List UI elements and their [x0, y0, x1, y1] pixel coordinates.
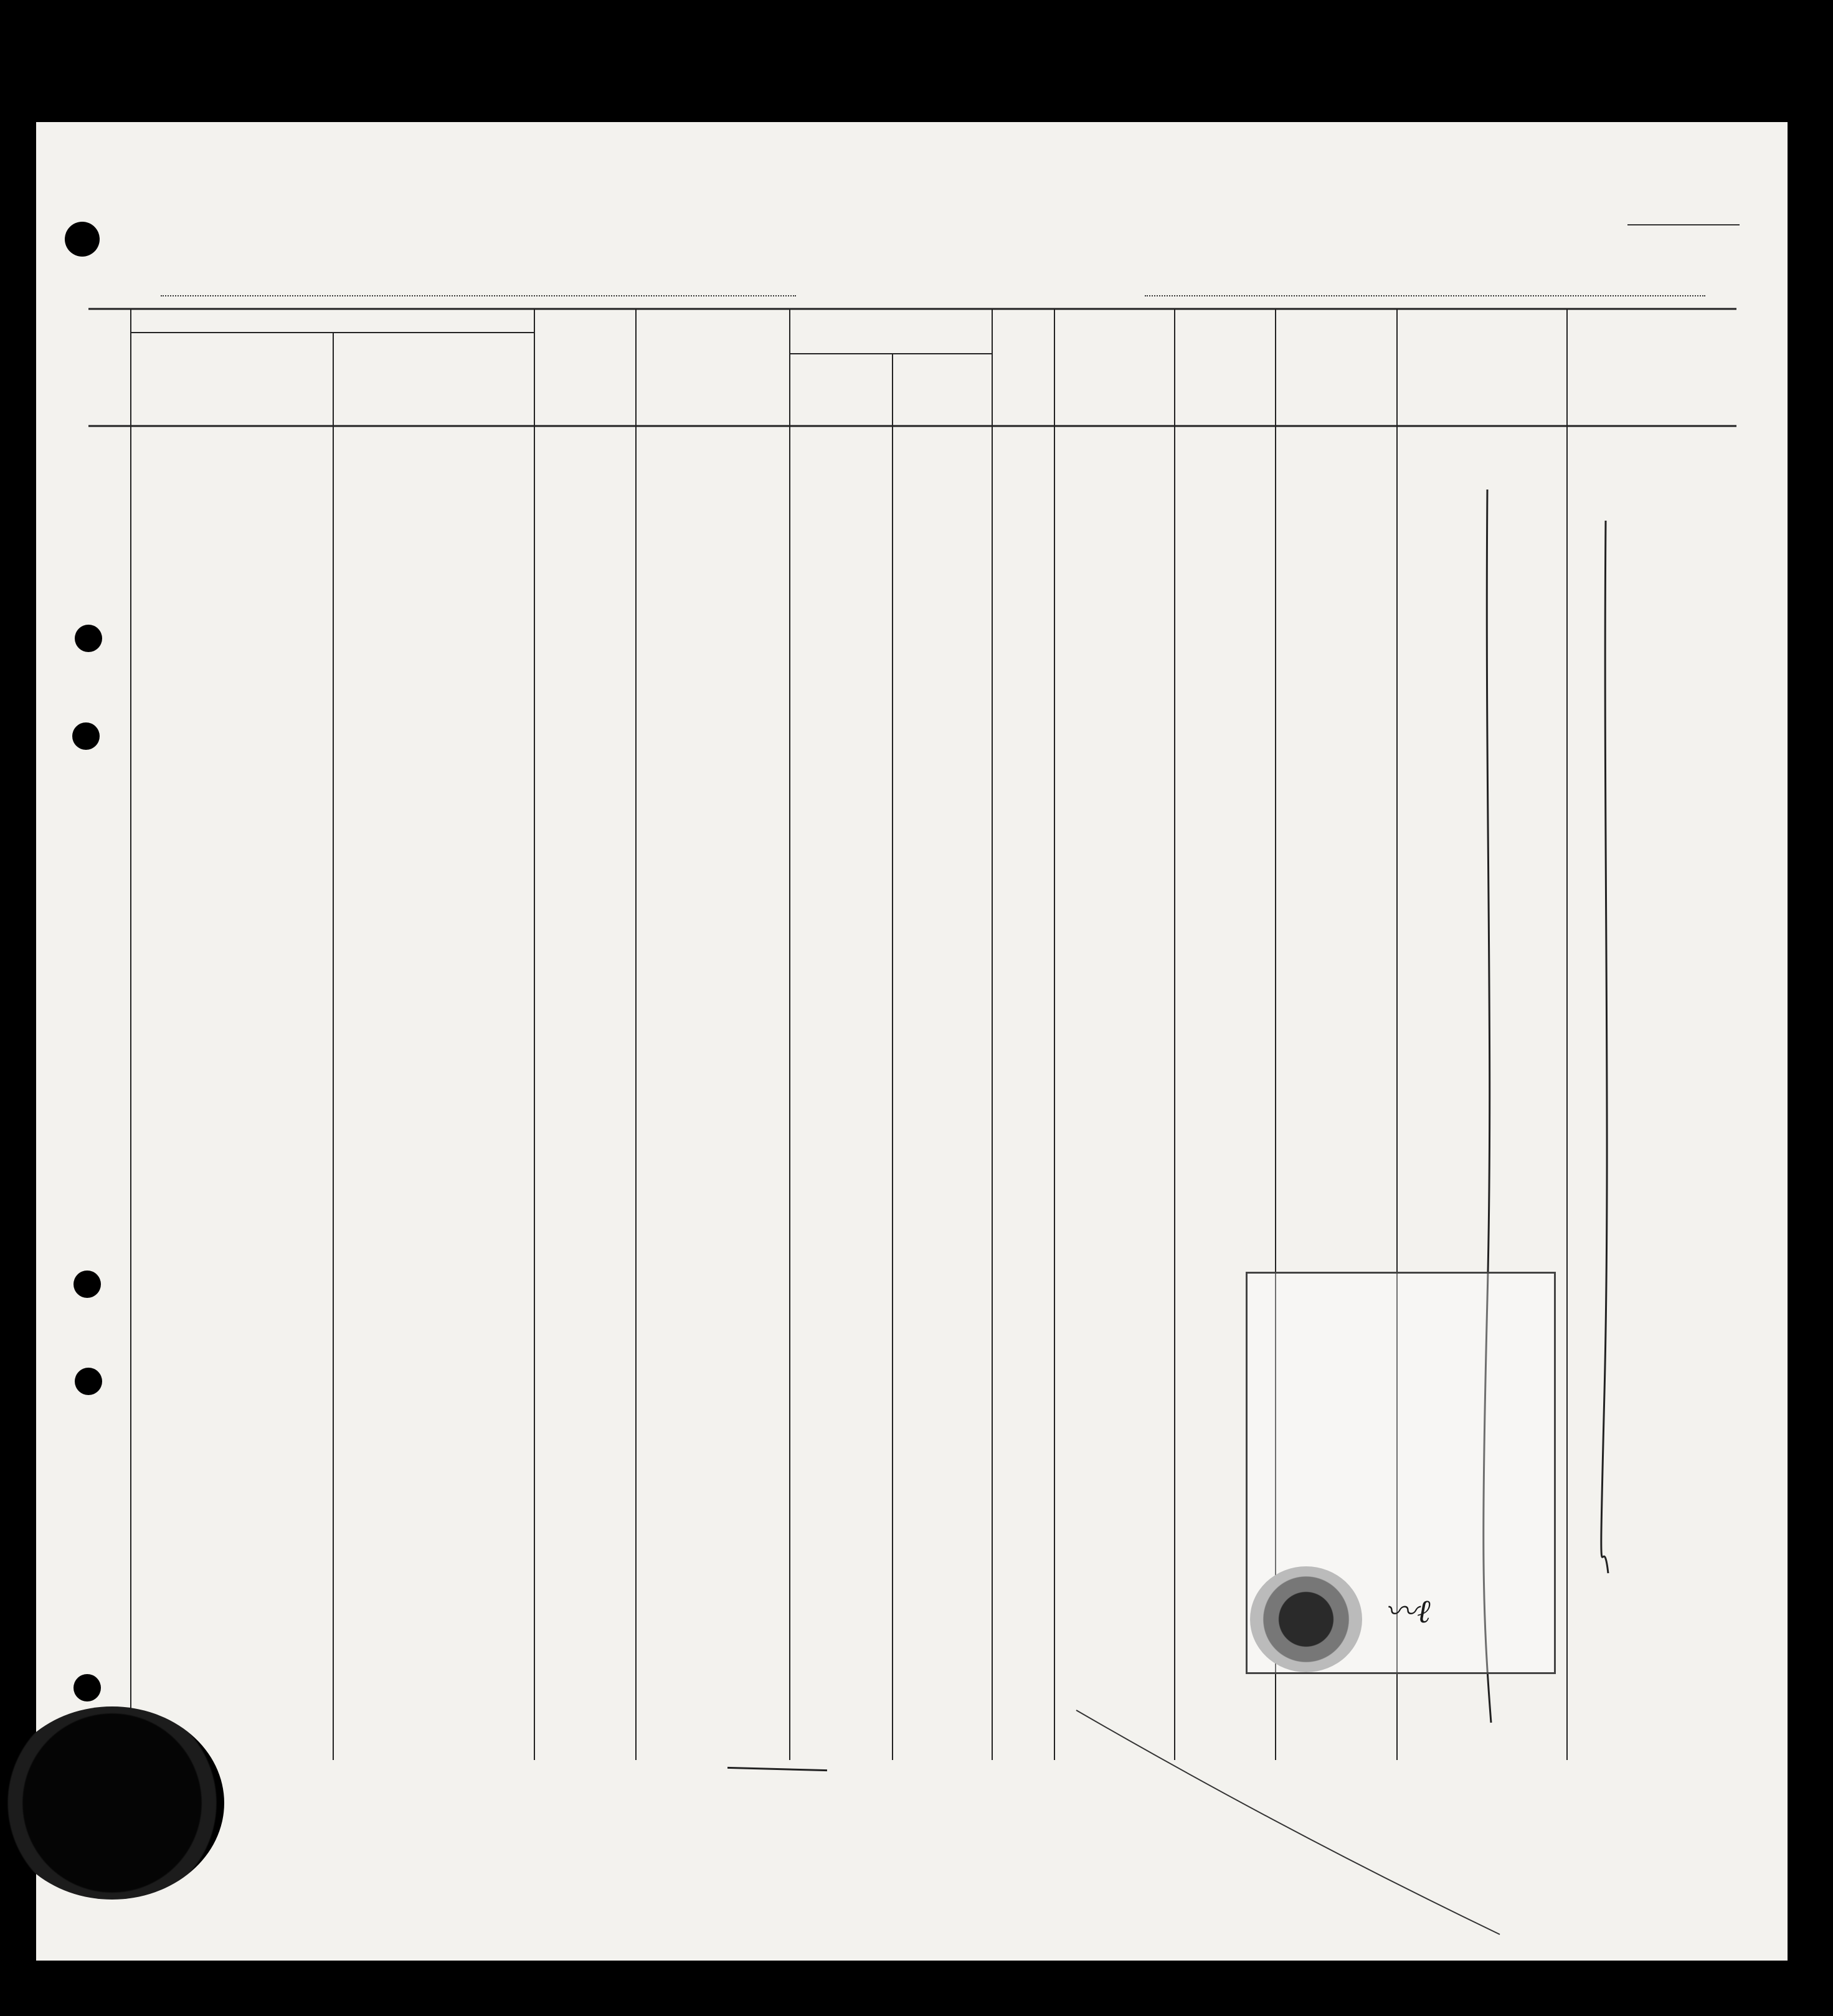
col-header-country	[1054, 313, 1175, 320]
wax-seal	[0, 1706, 224, 1900]
col-header-shipped	[790, 313, 992, 321]
table-grid	[36, 122, 1788, 1961]
closing-prefix	[727, 1753, 728, 1773]
action-handwritten-line	[1581, 521, 1631, 1579]
handwritten-strike-line	[1070, 1704, 1506, 1941]
col-header-position	[636, 313, 790, 331]
closing-count-blank	[727, 1767, 827, 1771]
col-header-remarks	[1397, 313, 1567, 321]
service-box	[1606, 1785, 1622, 1809]
col-header-service	[534, 313, 636, 324]
col-header-serial	[1276, 313, 1397, 314]
closing-line-1	[727, 1753, 828, 1776]
punch-hole-1	[65, 222, 100, 257]
col-header-medicine	[1175, 313, 1276, 314]
manifest-sheet	[36, 122, 1788, 1961]
punch-hole-4	[73, 1271, 101, 1298]
punch-hole-2	[75, 625, 102, 652]
service-row	[1606, 1785, 1622, 1808]
col-header-name	[131, 313, 534, 320]
punch-hole-5	[75, 1368, 102, 1395]
consular-seal	[1250, 1566, 1362, 1672]
punch-hole-3	[72, 722, 100, 750]
col-header-number	[88, 313, 131, 321]
closing-statement	[727, 1753, 827, 1785]
visa-stamp	[1246, 1272, 1556, 1674]
consul-signature: 〰ℓ	[1385, 1593, 1431, 1630]
punch-hole-6	[73, 1674, 101, 1701]
col-header-action	[1567, 313, 1736, 328]
col-header-discharged	[992, 313, 1054, 320]
